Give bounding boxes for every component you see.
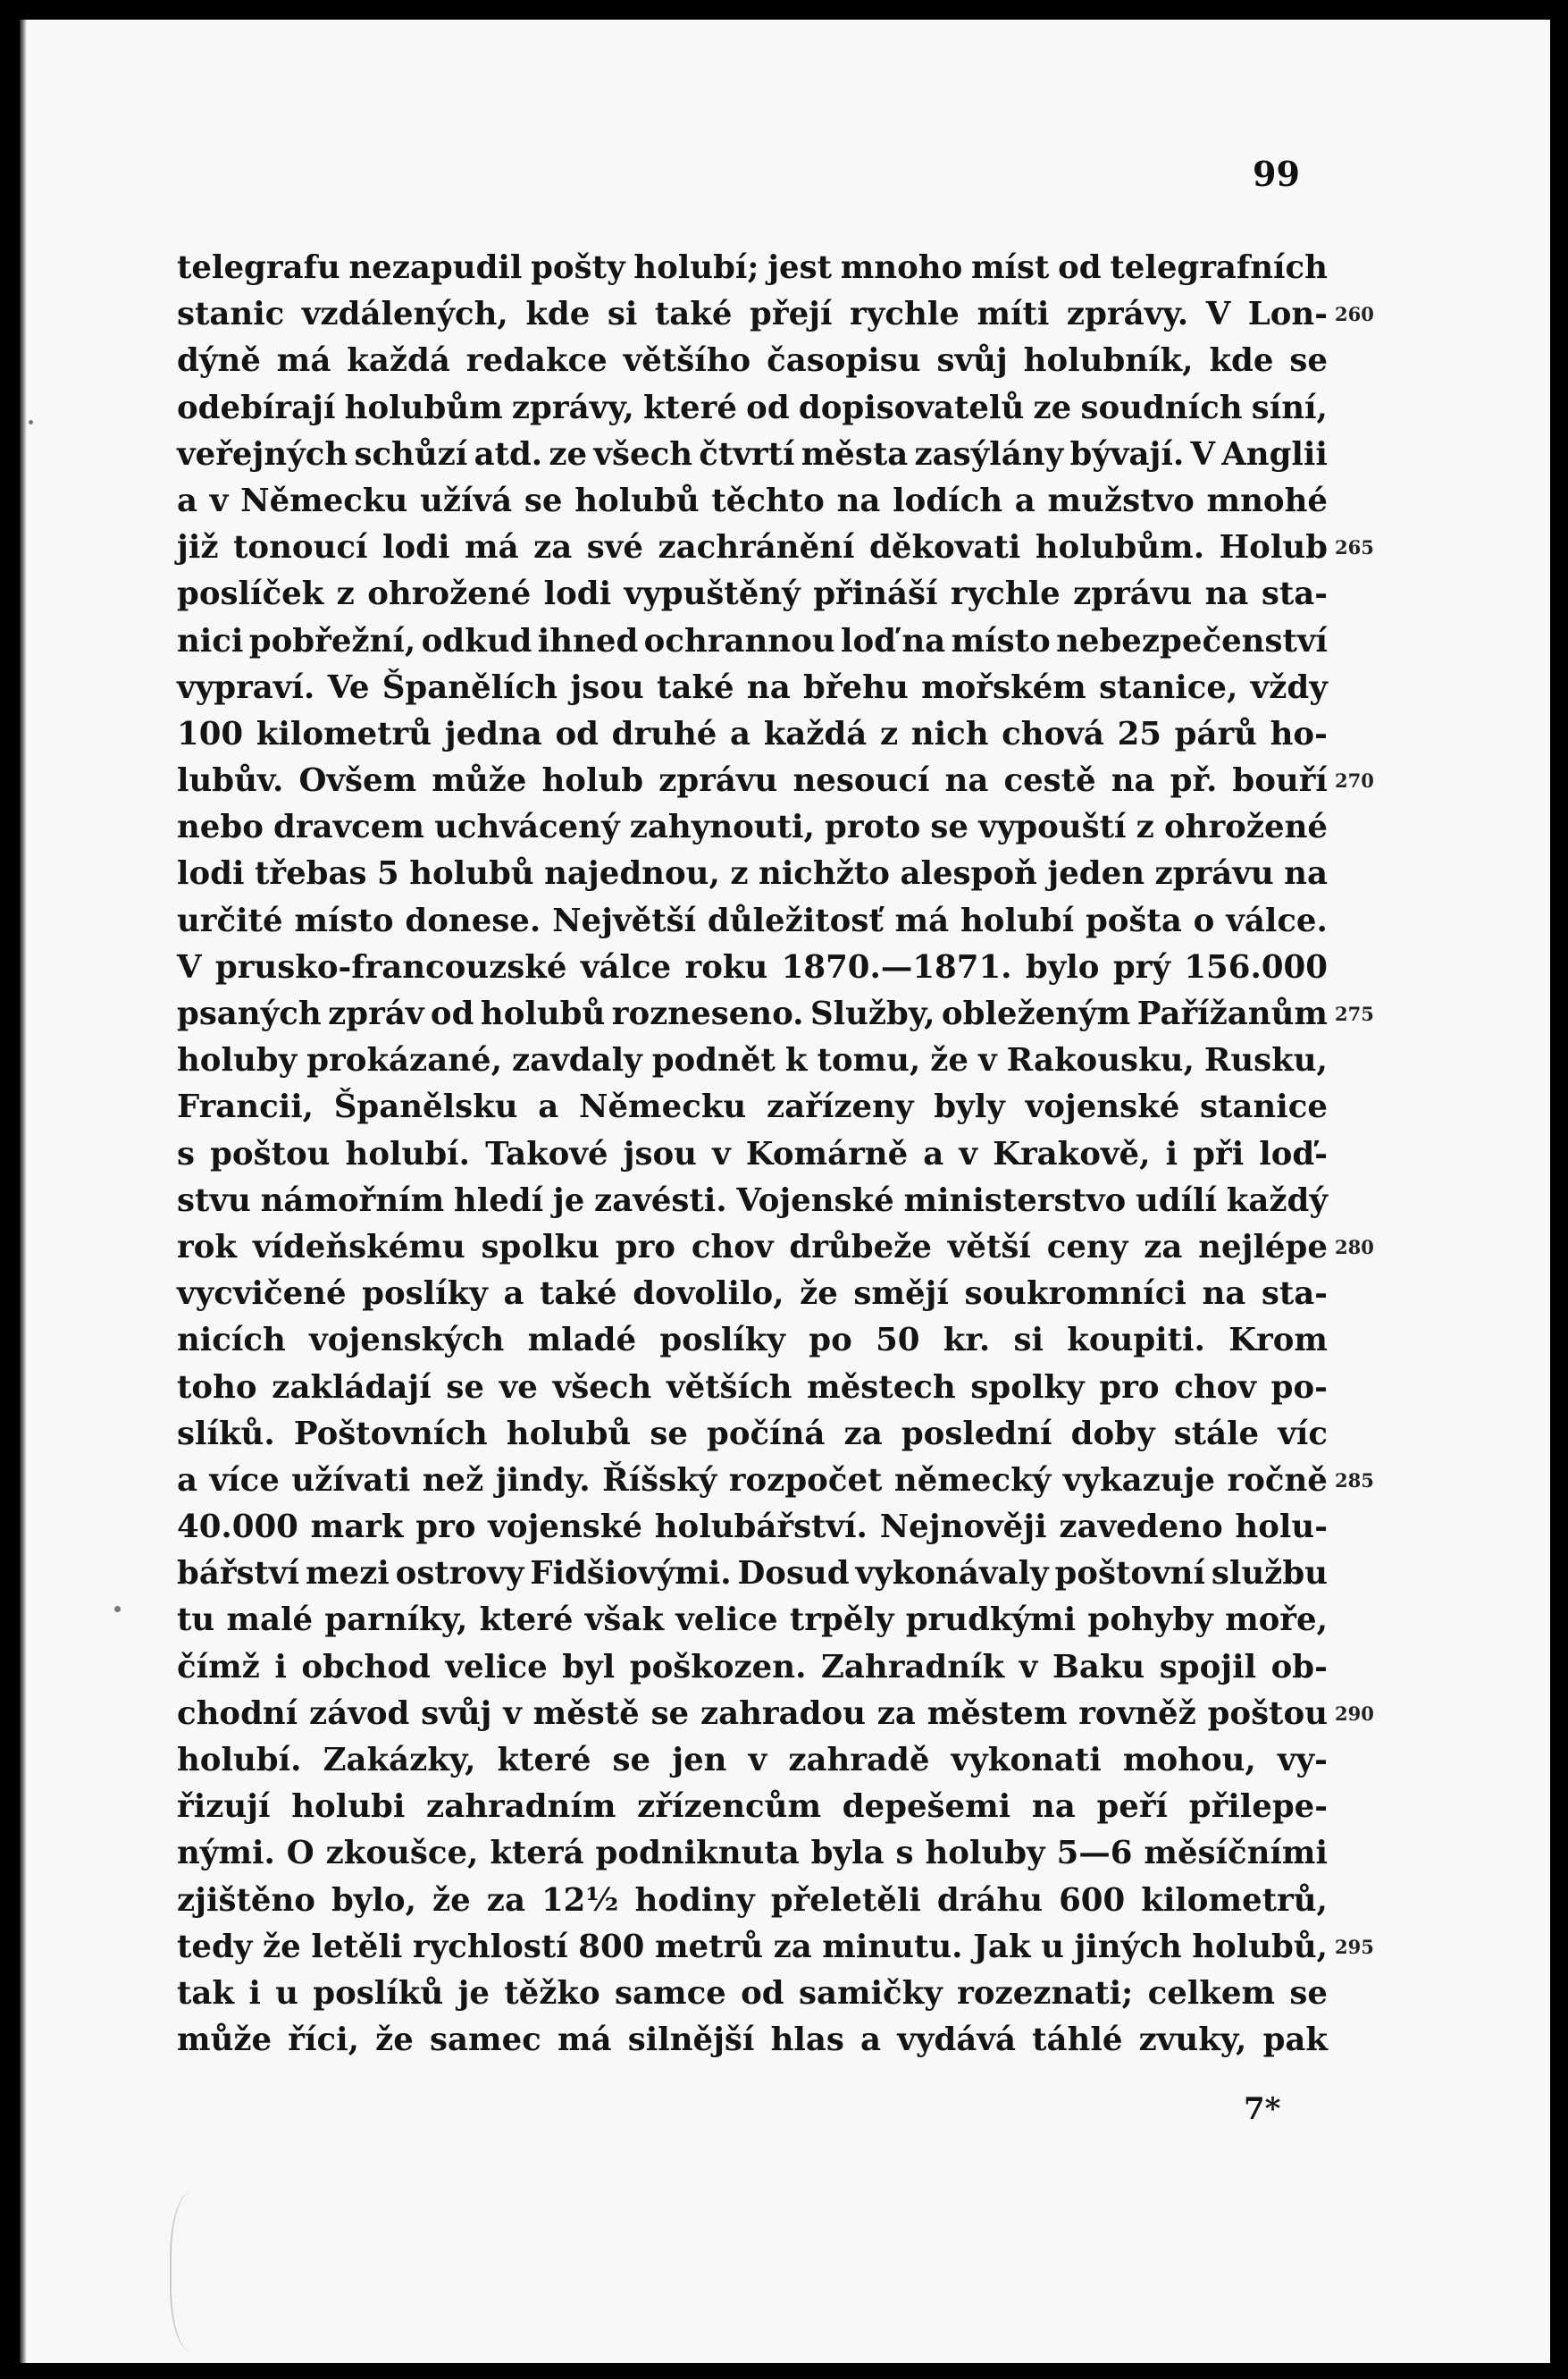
text-line: chodní závod svůj v městě se zahradou za městem rovněž poštou (177, 1694, 1328, 1732)
text-line: nebo dravcem uchvácený zahynouti, proto se vypouští z ohrožené (177, 809, 1328, 846)
text-line: a v Německu užívá se holubů těchto na lodích a mužstvo mnohé (177, 482, 1328, 519)
text-line: tedy že letěli rychlostí 800 metrů za minutu. Jak u jiných holubů, (177, 1928, 1328, 1965)
text-line: vycvičené poslíky a také dovolilo, že smějí soukromníci na sta- (177, 1275, 1328, 1313)
text-line: čímž i obchod velice byl poškozen. Zahradník v Baku spojil ob- (177, 1648, 1328, 1685)
margin-line-number: 290 (1335, 1702, 1374, 1726)
text-line: veřejných schůzí atd. ze všech čtvrtí města zasýlány bývají. V Anglii (177, 435, 1328, 473)
text-line: nici pobřežní, odkud ihned ochrannou loď na místo nebezpečenství (177, 622, 1328, 660)
text-line: řizují holubi zahradním zřízencům depešemi na peří přilepe- (177, 1788, 1328, 1826)
page-number: 99 (1253, 154, 1300, 194)
margin-line-number: 295 (1335, 1936, 1374, 1959)
text-line: zjištěno bylo, že za 12½ hodiny přeletěli dráhu 600 kilometrů, (177, 1881, 1328, 1919)
margin-line-number: 270 (1335, 769, 1374, 793)
margin-line-number: 275 (1335, 1003, 1374, 1026)
text-line: slíků. Poštovních holubů se počíná za poslední doby stále víc (177, 1415, 1328, 1452)
text-line: vypraví. Ve Španělích jsou také na břehu mořském stanice, vždy (177, 668, 1328, 706)
text-line: poslíček z ohrožené lodi vypuštěný přináší rychle zprávu na sta- (177, 576, 1328, 613)
text-line: nými. O zkoušce, která podniknuta byla s holuby 5—6 měsíčními (177, 1835, 1328, 1872)
text-line: a více užívati než jindy. Říšský rozpočet německý vykazuje ročně (177, 1461, 1328, 1499)
margin-line-number: 285 (1335, 1469, 1374, 1492)
text-line: holuby prokázané, zavdaly podnět k tomu, že v Rakousku, Rusku, (177, 1042, 1328, 1080)
text-line: s poštou holubí. Takové jsou v Komárně a v Krakově, i při loď- (177, 1135, 1328, 1173)
text-line: 100 kilometrů jedna od druhé a každá z nich chová 25 párů ho- (177, 715, 1328, 752)
paper-speck (114, 1606, 121, 1612)
paper-scuff (170, 2191, 225, 2352)
signature-mark: 7* (1244, 2091, 1281, 2127)
paper-speck (29, 420, 33, 425)
text-line: nicích vojenských mladé poslíky po 50 kr. si koupiti. Krom (177, 1322, 1328, 1359)
text-line: určité místo donese. Největší důležitosť má holubí pošta o válce. (177, 902, 1328, 939)
text-line: Francii, Španělsku a Německu zařízeny byly vojenské stanice (177, 1089, 1328, 1126)
margin-line-number: 260 (1335, 303, 1374, 326)
text-line: holubí. Zakázky, které se jen v zahradě vykonati mohou, vy- (177, 1742, 1328, 1778)
text-line: 40.000 mark pro vojenské holubářství. Nejnověji zavedeno holu- (177, 1509, 1328, 1546)
text-line: tak i u poslíků je těžko samce od samičky rozeznati; celkem se (177, 1974, 1328, 2012)
text-line: telegrafu nezapudil pošty holubí; jest mnoho míst od telegrafních (177, 249, 1328, 286)
text-line: bářství mezi ostrovy Fidšiovými. Dosud vykonávaly poštovní službu (177, 1555, 1328, 1593)
text-line: již tonoucí lodi má za své zachránění děkovati holubům. Holub (177, 529, 1328, 567)
book-page (20, 20, 1550, 2363)
text-line: tu malé parníky, které však velice trpěly prudkými pohyby moře, (177, 1601, 1328, 1639)
text-line: toho zakládají se ve všech větších městech spolky pro chov po- (177, 1368, 1328, 1406)
page-spine-shadow (20, 20, 27, 2363)
text-line: lubův. Ovšem může holub zprávu nesoucí na cestě na př. bouří (177, 762, 1328, 800)
text-line: stvu námořním hledí je zavésti. Vojenské ministerstvo udílí každý (177, 1181, 1328, 1219)
text-line: V prusko-francouzské válce roku 1870.—1871. bylo prý 156.000 (177, 948, 1328, 986)
text-line: odebírají holubům zprávy, které od dopisovatelů ze soudních síní, (177, 389, 1328, 426)
text-line: dýně má každá redakce většího časopisu svůj holubník, kde se (177, 342, 1328, 380)
margin-line-number: 280 (1335, 1236, 1374, 1259)
text-line: psaných zpráv od holubů rozneseno. Služby, obleženým Pařížanům (177, 996, 1328, 1032)
margin-line-number: 265 (1335, 536, 1374, 559)
text-line: rok vídeňskému spolku pro chov drůbeže větší ceny za nejlépe (177, 1228, 1328, 1265)
body-text (177, 245, 1328, 2064)
text-line: stanic vzdálených, kde si také přejí rychle míti zprávy. V Lon- (177, 296, 1328, 333)
text-line: lodi třebas 5 holubů najednou, z nichžto alespoň jeden zprávu na (177, 855, 1328, 893)
text-line: může říci, že samec má silnější hlas a vydává táhlé zvuky, pak (177, 2022, 1328, 2059)
